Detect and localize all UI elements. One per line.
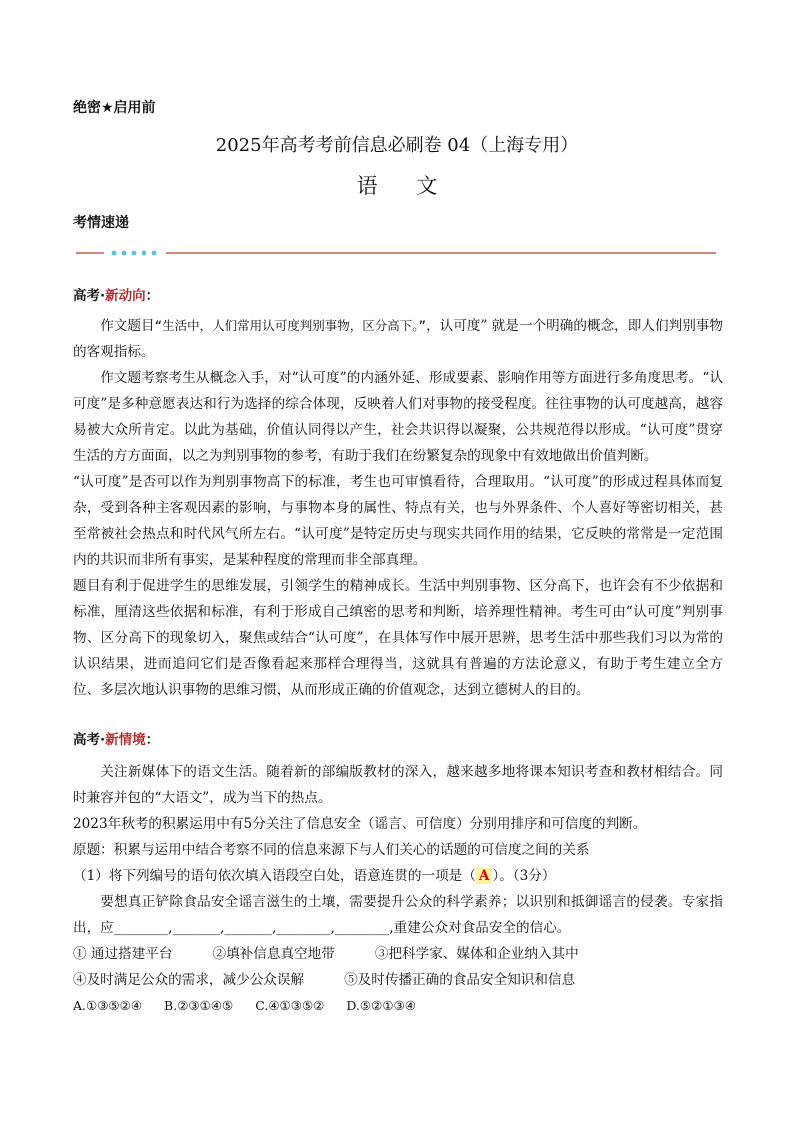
page-title: 2025年高考考前信息必刷卷 04（上海专用） bbox=[215, 135, 579, 156]
answer-choices bbox=[73, 993, 723, 1019]
section-heading: 考情速递 bbox=[73, 215, 129, 231]
label-suffix: ： bbox=[145, 732, 160, 748]
item-4: ④及时满足公众的需求，减少公众误解 bbox=[73, 972, 305, 988]
part1-section bbox=[73, 283, 723, 703]
part2-paragraph-2: 2023年秋考的积累运用中有5分关注了信息安全（谣言、可信度）分别用排序和可信度的判断。 bbox=[73, 816, 647, 832]
items-row-1 bbox=[73, 941, 723, 967]
item-5: ⑤及时传播正确的食品安全知识和信息 bbox=[344, 972, 576, 988]
item-2: ②填补信息真空地带 bbox=[212, 946, 335, 962]
choice-a: A.①③⑤②④ bbox=[73, 998, 143, 1013]
part1-paragraph-3: “认可度”是否可以作为判别事物高下的标准，考生也可审慎看待，合理取用。“认可度”的形成过程具体而复杂，受到各种主客观因素的影响，与事物本身的属性、特点有关，也与外界条件、个人喜好等密切相关，甚至常被社会热点和时代风气所左右。“认可度”是特定历史与现实共同作用的结果，它反映的常常是一定范围内的共识而非所有事实，是某种程度的常理而非全部真理。 bbox=[73, 474, 723, 568]
choice-c: C.④①③⑤② bbox=[255, 998, 325, 1013]
items-row-2 bbox=[73, 967, 723, 993]
label-prefix: 高考· bbox=[73, 288, 106, 304]
section-divider bbox=[76, 246, 716, 260]
question-pre: （1）将下列编号的语句依次填入语段空白处，语意连贯的一项是（ bbox=[73, 868, 476, 884]
divider-dot bbox=[112, 251, 117, 256]
question-stem bbox=[73, 863, 723, 889]
question-passage: 要想真正铲除食品安全谣言滋生的土壤，需要提升公众的科学素养；以识别和抵御谣言的侵袭。专家指出，应________,_______,_______,________,________,重建公众对食品安全的信心。 bbox=[73, 894, 723, 936]
label-highlight: 新情境 bbox=[105, 732, 146, 748]
confidential-label: 绝密★启用前 bbox=[73, 100, 156, 116]
choice-d: D.⑤②①③④ bbox=[346, 998, 416, 1013]
part1-paragraph-1 bbox=[73, 313, 723, 365]
part1-paragraph-2: 作文题考察考生从概念入手，对“认可度”的内涵外延、形成要素、影响作用等方面进行多角度思考。“认可度”是多种意愿表达和行为选择的综合体现，反映着人们对事物的接受程度。往往事物的认可度越高，越容易被大众所肯定。以此为基础，价值认同得以产生，社会共识得以凝聚，公共规范得以形成。“认可度”贯穿生活的方方面面，以之为判别事物的参考，有助于我们在纷繁复杂的现象中有效地做出价值判断。 bbox=[73, 370, 723, 464]
part2-paragraph-3: 原题：积累与运用中结合考察不同的信息来源下与人们关心的话题的可信度之间的关系 bbox=[73, 842, 590, 858]
label-suffix: ： bbox=[145, 288, 160, 304]
p1-post: ，认可度” 就是一个明确的概念，即人们判别事物的客观指标。 bbox=[73, 318, 723, 360]
question-post: ）。（3分） bbox=[492, 868, 556, 884]
label-highlight: 新动向 bbox=[105, 288, 146, 304]
divider-dot bbox=[122, 251, 127, 256]
part2-paragraph-1: 关注新媒体下的语文生活。随着新的部编版教材的深入，越来越多地将课本知识考查和教材相结合。同时兼容并包的“大语文”，成为当下的热点。 bbox=[73, 764, 723, 806]
part1-label bbox=[73, 283, 723, 309]
divider-dot bbox=[132, 251, 137, 256]
part1-paragraph-4: 题目有利于促进学生的思维发展，引领学生的精神成长。生活中判别事物、区分高下，也许会有不少依据和标准，厘清这些依据和标准，有利于形成自己缜密的思考和判断，培养理性精神。考生可由“认可度”判别事物、区分高下的现象切入，聚焦或结合“认可度”，在具体写作中展开思辨，思考生活中那些我们习以为常的认识结果，进而追问它们是否像看起来那样合理得当，这就具有普遍的方法论意义，有助于考生建立全方位、多层次地认识事物的思维习惯，从而形成正确的价值观念，达到立德树人的目的。 bbox=[73, 578, 723, 698]
label-prefix: 高考· bbox=[73, 732, 106, 748]
p1-quote: “生活中，人们常用认可度判别事物，区分高下。” bbox=[154, 318, 427, 333]
part2-section bbox=[73, 727, 723, 1019]
p1-pre: 作文题目 bbox=[100, 318, 155, 334]
item-1: ① 通过搭建平台 bbox=[73, 946, 173, 962]
part2-label bbox=[73, 727, 723, 753]
item-3: ③把科学家、媒体和企业纳入其中 bbox=[374, 946, 579, 962]
divider-dot bbox=[142, 251, 147, 256]
choice-b: B.②③①④⑤ bbox=[164, 998, 234, 1013]
divider-dot bbox=[152, 251, 157, 256]
subject-title: 语 文 bbox=[356, 174, 454, 198]
question-answer: A bbox=[476, 868, 493, 884]
